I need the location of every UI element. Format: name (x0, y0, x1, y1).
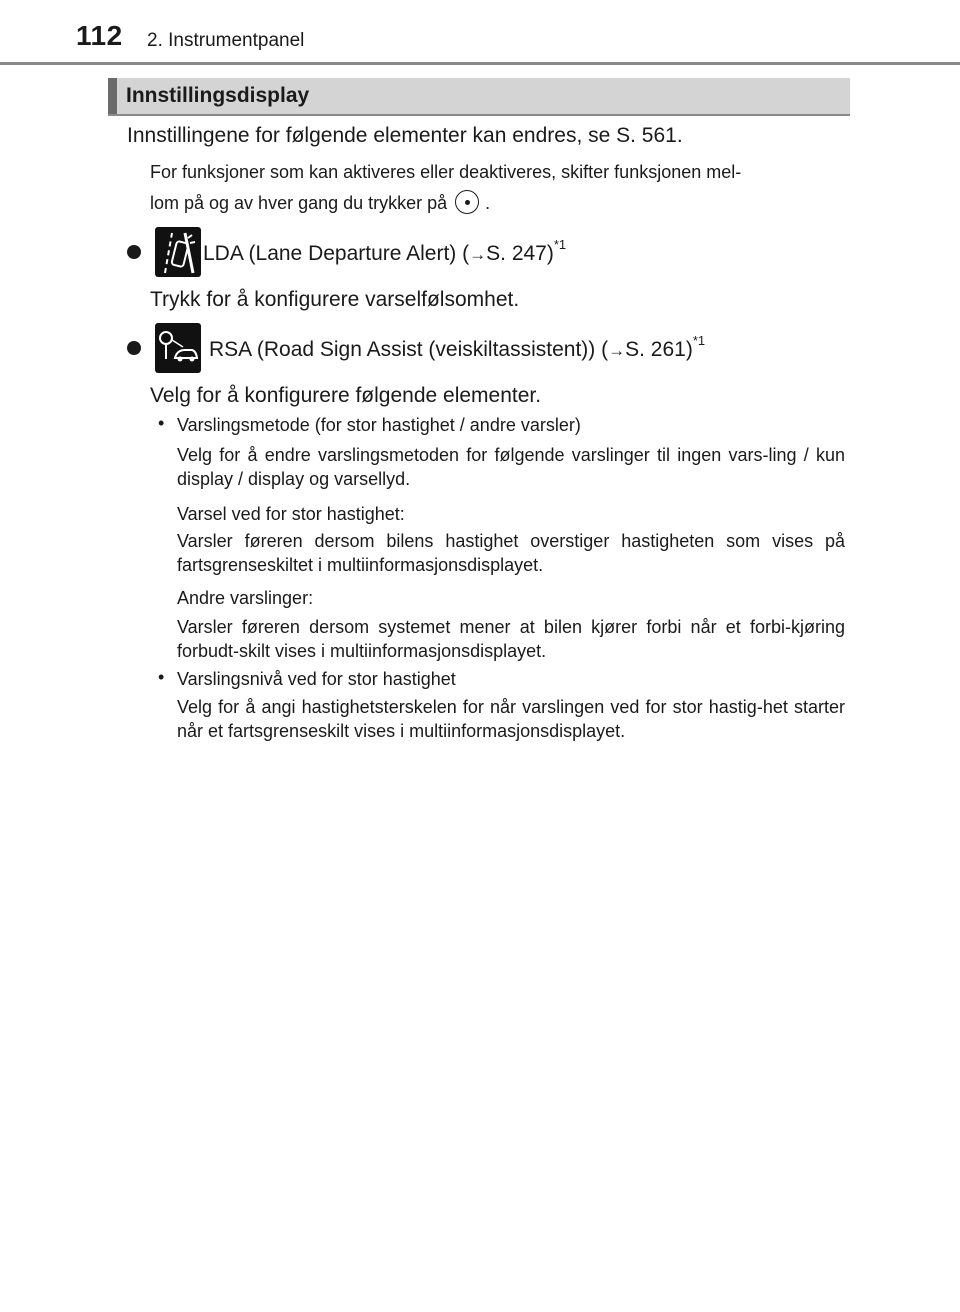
lda-page-ref: S. 247) (486, 242, 554, 265)
item-bullet-2: • (158, 667, 165, 687)
item-2-text-1: Velg for å angi hastighetsterskelen for når varslingen ved for stor hastig-het starter når et fartsgrenseskilt vises i multiinformasjonsdisplayet. (177, 697, 845, 741)
rsa-label: RSA (Road Sign Assist (veiskiltassistent)) ( (209, 338, 609, 361)
item-1-text-5: Varsler føreren dersom systemet mener at bilen kjører forbi når et forbi-kjøring forbudt-skilt vises i multiinformasjonsdisplayet. (177, 617, 845, 661)
rsa-line (209, 333, 706, 362)
rsa-description: Velg for å konfigurere følgende elementer. (150, 384, 542, 407)
item-1-text-1: Velg for å endre varslingsmetoden for følgende varslinger til ingen vars-ling / kun display / display og varsellyd. (177, 445, 845, 489)
section-bar-accent (108, 78, 117, 114)
circle-dot-button-icon (455, 190, 479, 214)
item-1-text-2: Varsel ved for stor hastighet: (177, 504, 405, 524)
header-rule (0, 62, 960, 65)
note-line-1: For funksjoner som kan aktiveres eller deaktiveres, skifter funksjonen mel- (150, 162, 742, 182)
lane-departure-alert-icon (155, 227, 201, 277)
rsa-footnote: *1 (692, 333, 706, 348)
note-line-2-end: . (485, 193, 491, 213)
note-line-2-text: lom på og av hver gang du trykker på (150, 193, 448, 213)
lda-footnote: *1 (553, 237, 567, 252)
item-1-text-3: Varsler føreren dersom bilens hastighet overstiger hastigheten som vises på fartsgrenseskiltet i multiinformasjonsdisplayet. (177, 531, 845, 575)
bullet-rsa (127, 341, 141, 355)
lda-description: Trykk for å konfigurere varselfølsomhet. (150, 288, 520, 311)
item-1-text-4: Andre varslinger: (177, 588, 314, 608)
lda-label: LDA (Lane Departure Alert) ( (203, 242, 470, 265)
lda-line (203, 237, 567, 266)
item-2-title: Varslingsnivå ved for stor hastighet (177, 669, 456, 689)
section-title: Innstillingsdisplay (126, 84, 310, 107)
chapter-title: 2. Instrumentpanel (147, 30, 305, 51)
bullet-lda (127, 245, 141, 259)
item-1-title: Varslingsmetode (for stor hastighet / andre varsler) (177, 415, 581, 435)
note-line-2 (150, 188, 850, 218)
section-bar (108, 78, 850, 116)
rsa-page-ref: S. 261) (625, 338, 693, 361)
reference-arrow-icon: → (469, 245, 487, 264)
reference-arrow-icon: → (608, 341, 626, 360)
intro-text: Innstillingene for følgende elementer kan endres, se S. 561. (127, 124, 683, 147)
item-bullet-1: • (158, 413, 165, 433)
road-sign-assist-icon (155, 323, 201, 373)
page-number: 112 (76, 20, 123, 51)
